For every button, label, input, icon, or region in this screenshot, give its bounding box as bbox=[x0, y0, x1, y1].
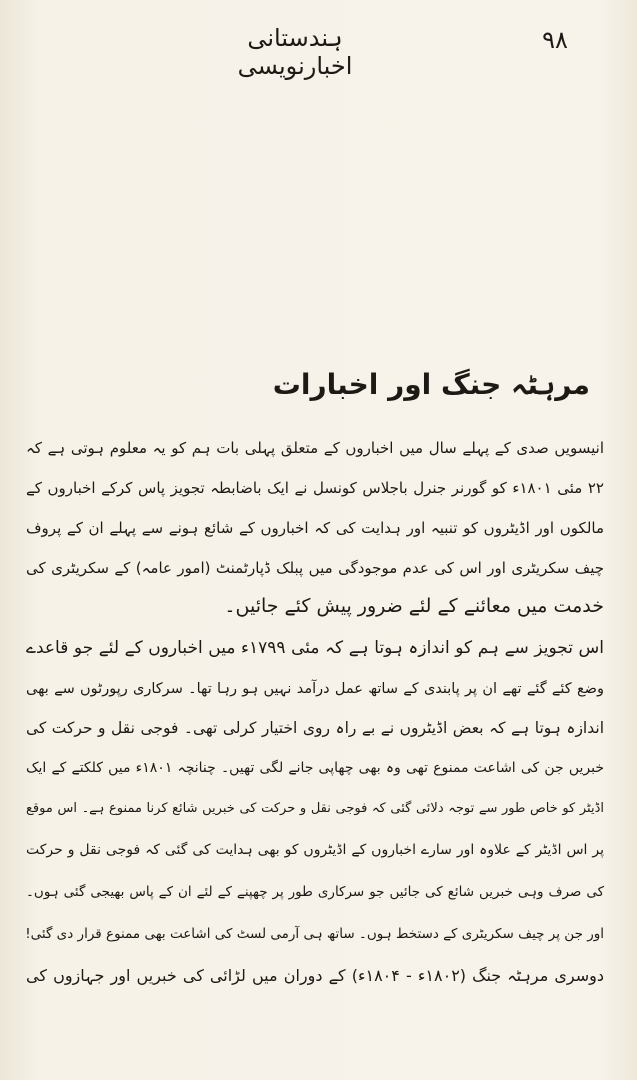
text-line: ۲۲ مئی ۱۸۰۱ء کو گورنر جنرل باجلاس کونسل نے ایک باضابطہ تجویز پاس کرکے اخباروں کے bbox=[26, 479, 604, 497]
text-line: پر اس اڈیٹر کے علاوہ اور سارے اخباروں کے اڈیٹروں کو بھی ہدایت کی گئی کہ فوجی نقل و حرکت bbox=[26, 842, 604, 858]
text-line: چیف سکریٹری اور اس کی عدم موجودگی میں پبلک ڈپارٹمنٹ (امور عامہ) کے سکریٹری کی bbox=[26, 559, 604, 577]
text-line: کی صرف وہی خبریں شائع کی جائیں جو سرکاری طور پر چھپنے کے لئے ان کے پاس بھیجی گئی ہوں۔ bbox=[26, 884, 604, 900]
text-line: مالکوں اور اڈیٹروں کو تنبیہ اور ہدایت کی کہ اخباروں کے شائع ہونے سے پہلے ان کے پروف bbox=[26, 519, 604, 537]
page-number: ۹۸ bbox=[542, 26, 568, 54]
text-line: دوسری مرہٹہ جنگ (۱۸۰۲ء - ۱۸۰۴ء) کے دوران میں لڑائی کی خبریں اور جہازوں کی bbox=[26, 966, 605, 985]
book-title: ہندستانی اخبارنویسی bbox=[237, 24, 353, 80]
text-line: وضع کئے گئے تھے ان پر پابندی کے ساتھ عمل درآمد نہیں ہو رہا تھا۔ سرکاری رپورٹوں سے بھی bbox=[26, 681, 604, 697]
text-line: خبریں جن کی اشاعت ممنوع تھی وہ بھی چھاپی جانے لگی تھیں۔ چنانچہ ۱۸۰۱ء میں کلکتے کے ایک bbox=[26, 760, 604, 776]
text-line: انیسویں صدی کے پہلے سال میں اخباروں کے متعلق پہلی بات ہم کو یہ معلوم ہوتی ہے کہ bbox=[26, 439, 604, 457]
text-line: اس تجویز سے ہم کو اندازہ ہوتا ہے کہ مئی ۱۷۹۹ء میں اخباروں کے لئے جو قاعدے bbox=[26, 638, 604, 658]
section-heading: مرہٹہ جنگ اور اخبارات bbox=[272, 368, 590, 401]
text-line: اور جن پر چیف سکریٹری کے دستخط ہوں۔ ساتھ ہی آرمی لسٹ کی اشاعت بھی ممنوع قرار دی گئی! bbox=[25, 926, 604, 942]
text-line: خدمت میں معائنے کے لئے ضرور پیش کئے جائیں۔ bbox=[224, 595, 604, 617]
running-header bbox=[40, 22, 597, 80]
text-line: اندازہ ہوتا ہے کہ بعض اڈیٹروں نے بے راہ روی اختیار کرلی تھی۔ فوجی نقل و حرکت کی bbox=[26, 719, 604, 737]
text-line: اڈیٹر کو خاص طور سے توجہ دلائی گئی کہ فوجی نقل و حرکت کی خبریں شائع کرنا ممنوع ہے۔ اس موقع bbox=[26, 801, 604, 816]
